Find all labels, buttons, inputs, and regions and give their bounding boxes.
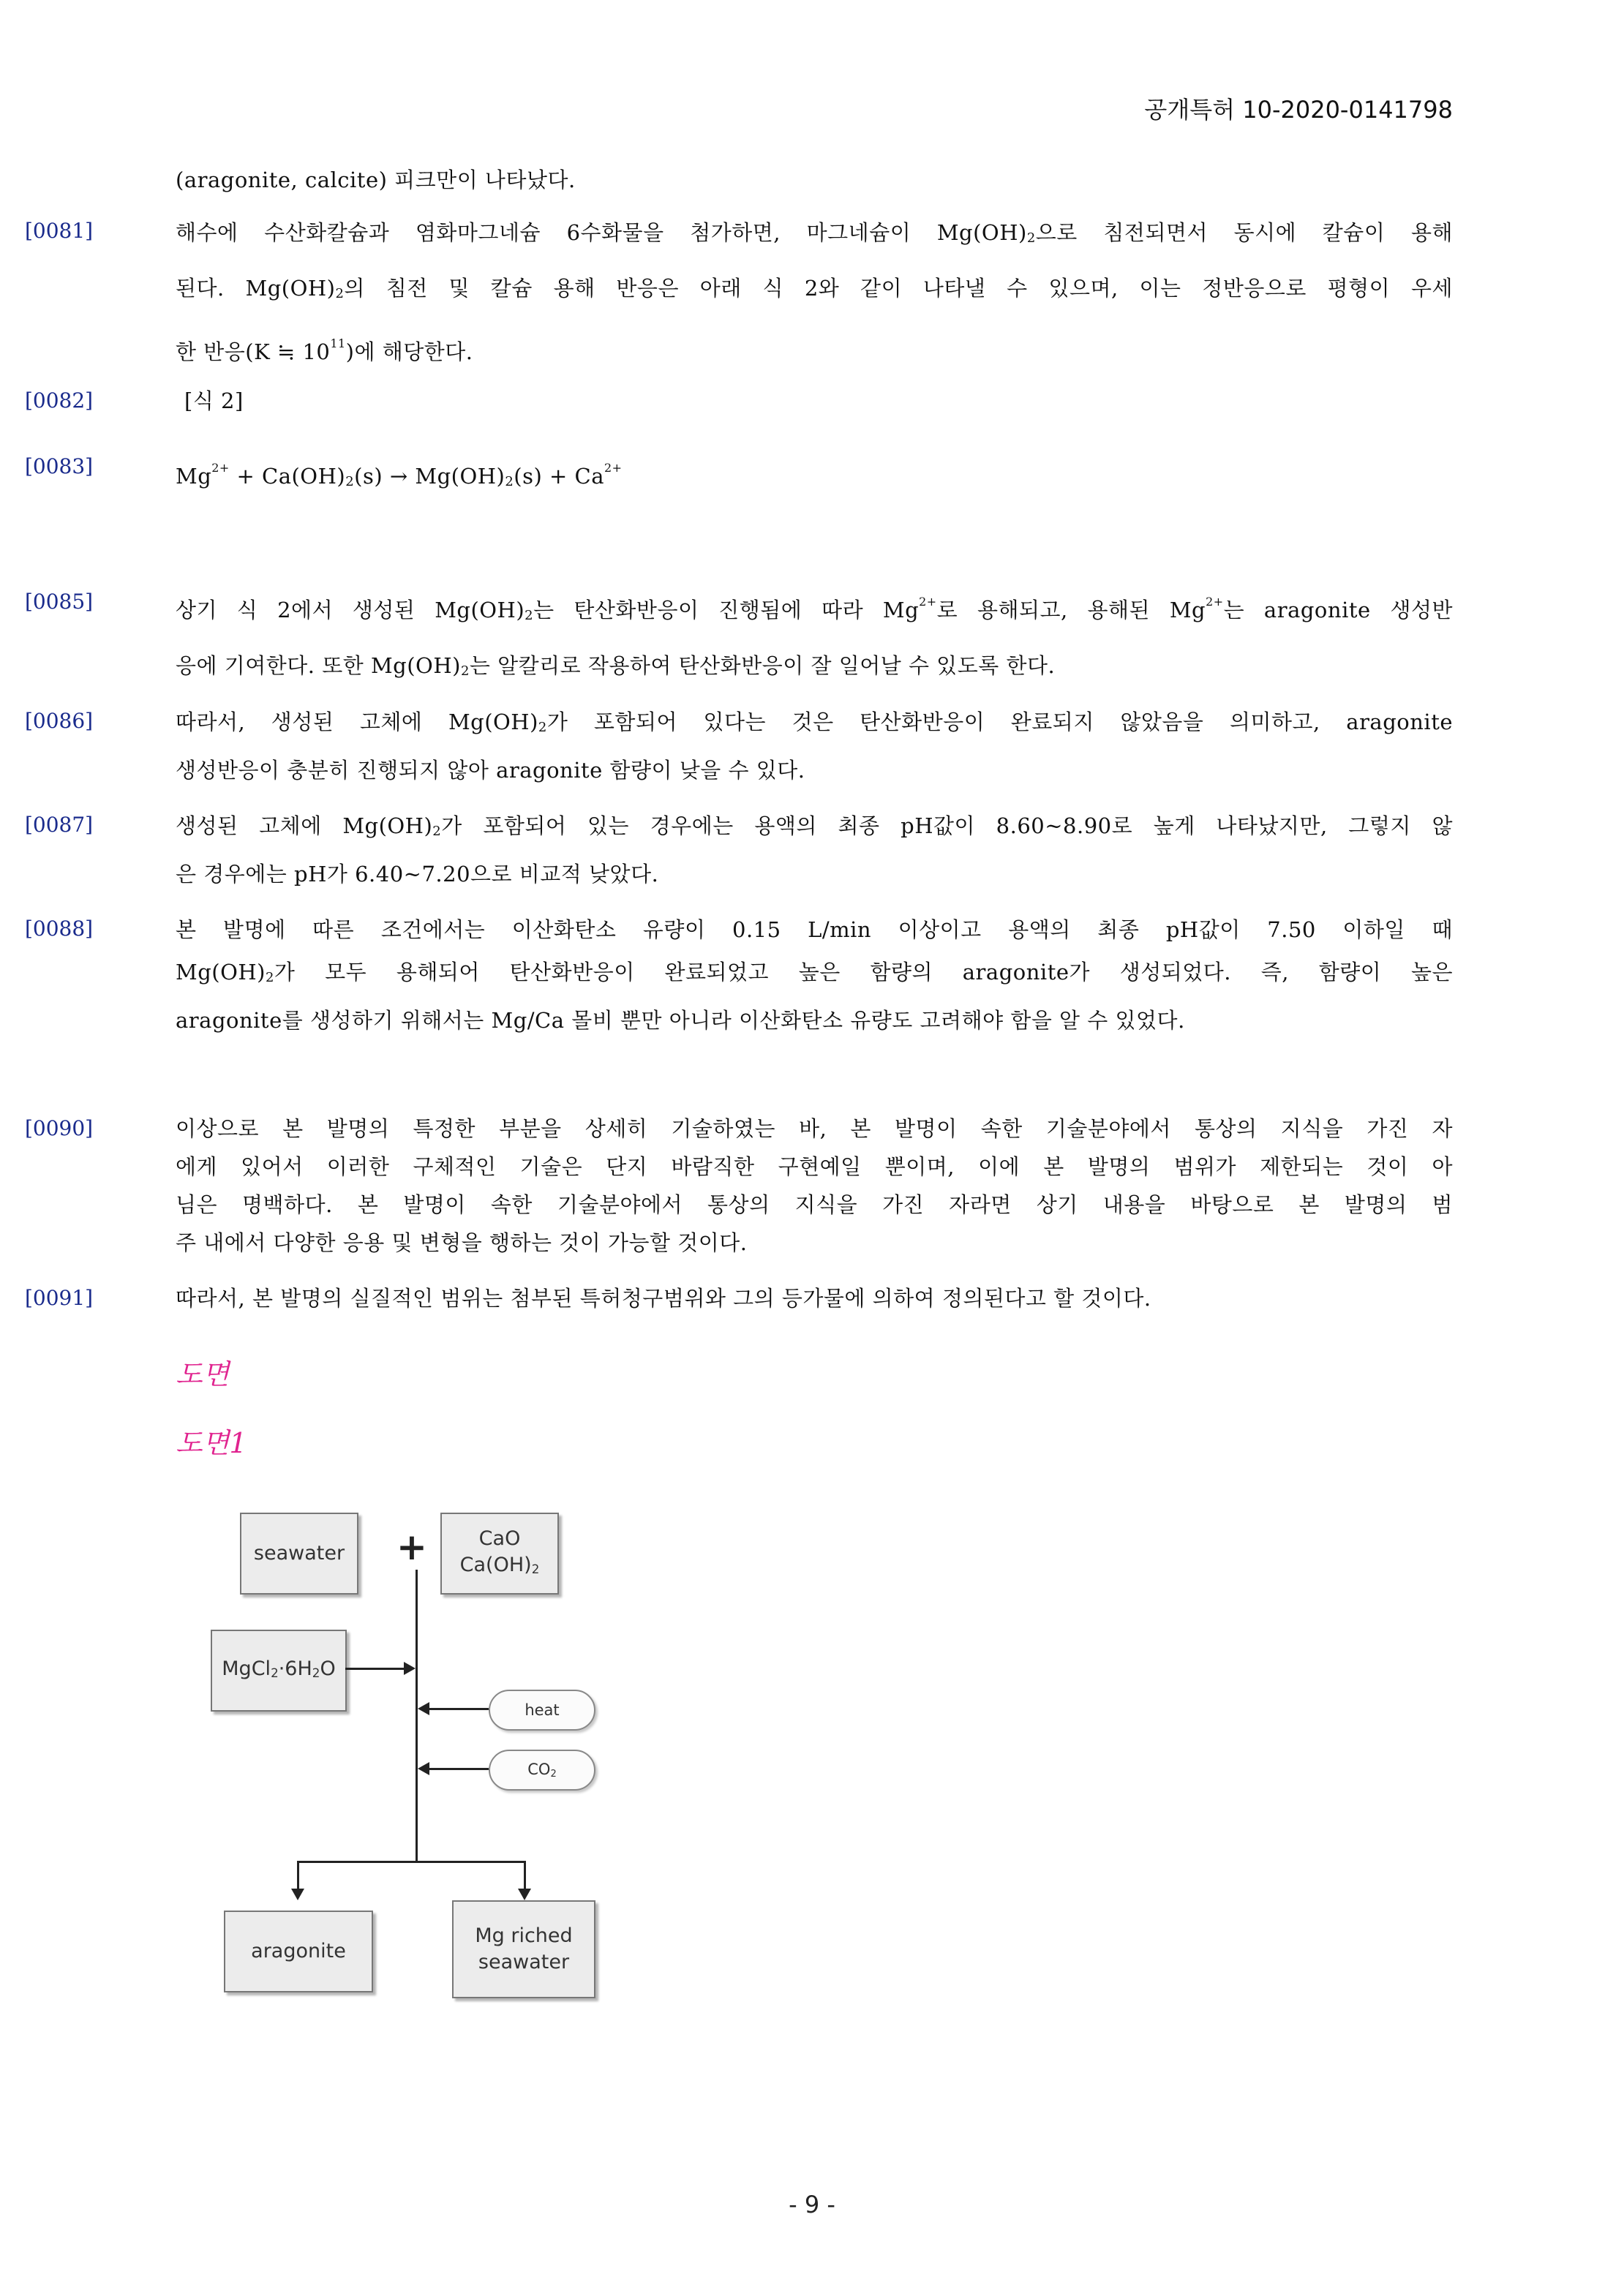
heat-arrowhead bbox=[418, 1702, 429, 1715]
mg-branch-line bbox=[524, 1861, 526, 1890]
paragraph-line: 된다. $Mg(OH)_2$의 침전 및 칼슘 용해 반응은 아래 식 2와 같이 나타낼 수 있으며, 이는 정반응으로 평형이 우세 bbox=[176, 276, 1454, 301]
paragraph-line: 따라서, 생성된 고체에 $Mg(OH)_2$가 포함되어 있다는 것은 탄산화반응이 완료되지 않았음을 의미하고, aragonite bbox=[176, 709, 1454, 735]
paragraph-line: $Mg(OH)_2$가 모두 용해되어 탄산화반응이 완료되었고 높은 함량의 aragonite가 생성되었다. 즉, 함량이 높은 bbox=[176, 960, 1453, 985]
drawing1-heading: 도면1 bbox=[176, 1427, 247, 1459]
paragraph-line: 은 경우에는 pH가 6.40~7.20으로 비교적 낮았다. bbox=[176, 862, 659, 887]
publication-number: 공개특허 10-2020-0141798 bbox=[1144, 96, 1453, 124]
paragraph-number: [0083] bbox=[25, 454, 94, 478]
drawings-heading: 도면 bbox=[176, 1358, 230, 1390]
equation-label: [식 2] bbox=[184, 388, 244, 413]
mg-arrowhead bbox=[518, 1889, 531, 1900]
paragraph-line: 생성반응이 충분히 진행되지 않아 aragonite 함량이 낮을 수 있다. bbox=[176, 758, 805, 783]
paragraph-line: 이상으로 본 발명의 특정한 부분을 상세히 기술하였는 바, 본 발명이 속한 기술분야에서 통상의 지식을 가진 자 bbox=[176, 1116, 1453, 1141]
paragraph-line: 생성된 고체에 $Mg(OH)_2$가 포함되어 있는 경우에는 용액의 최종 pH값이 8.60~8.90로 높게 나타났지만, 그렇지 않 bbox=[176, 813, 1453, 839]
intro-line: (aragonite, calcite) 피크만이 나타났다. bbox=[176, 168, 576, 192]
co2-input bbox=[489, 1750, 595, 1791]
heat-label: heat bbox=[525, 1701, 560, 1719]
paragraph-number: [0081] bbox=[25, 219, 94, 243]
mgcl2-label: $MgCl_2\cdot 6H_2O$ bbox=[222, 1657, 336, 1680]
seawater-label: seawater bbox=[253, 1542, 345, 1565]
aragonite-arrowhead bbox=[291, 1889, 304, 1900]
paragraph-line: 님은 명백하다. 본 발명이 속한 기술분야에서 통상의 지식을 가진 자라면 상기 내용을 바탕으로 본 발명의 범 bbox=[176, 1192, 1453, 1217]
seawater-box bbox=[240, 1513, 358, 1595]
mg-riched-seawater-box bbox=[452, 1900, 595, 1998]
mgcl2-arrowhead bbox=[404, 1662, 416, 1675]
aragonite-box bbox=[224, 1911, 373, 1992]
co2-label: $CO_2$ bbox=[527, 1761, 557, 1780]
caoh2-label: $Ca(OH)_2$ bbox=[459, 1553, 540, 1576]
aragonite-branch-line bbox=[297, 1861, 299, 1890]
paragraph-line: 따라서, 본 발명의 실질적인 범위는 첨부된 특허청구범위와 그의 등가물에 의하여 정의된다고 할 것이다. bbox=[176, 1286, 1151, 1311]
paragraph-number: [0088] bbox=[25, 916, 94, 941]
paragraph-line: 응에 기여한다. 또한 $Mg(OH)_2$는 알칼리로 작용하여 탄산화반응이 잘 일어날 수 있도록 한다. bbox=[176, 653, 1056, 679]
process-flow-diagram bbox=[190, 1499, 629, 1973]
chemical-equation: $Mg^{2+} + Ca(OH)_2(s) \to Mg(OH)_2(s) + Ca^{2+}$ bbox=[176, 461, 623, 489]
paragraph-line: aragonite를 생성하기 위해서는 Mg/Ca 몰비 뿐만 아니라 이산화탄소 유량도 고려해야 함을 알 수 있었다. bbox=[176, 1008, 1185, 1033]
split-line bbox=[297, 1861, 525, 1863]
cao-caoh2-box bbox=[440, 1513, 559, 1595]
paragraph-line: 상기 식 2에서 생성된 $Mg(OH)_2$는 탄산화반응이 진행됨에 따라 $Mg^{2+}$로 용해되고, 용해된 $Mg^{2+}$는 aragonite 생성반 bbox=[176, 595, 1453, 623]
paragraph-number: [0091] bbox=[25, 1286, 94, 1310]
paragraph-number: [0087] bbox=[25, 813, 94, 837]
main-flow-line bbox=[416, 1570, 418, 1862]
page-number: - 9 - bbox=[789, 2191, 835, 2218]
paragraph-line: 본 발명에 따른 조건에서는 이산화탄소 유량이 0.15 L/min 이상이고 용액의 최종 pH값이 7.50 이하일 때 bbox=[176, 917, 1453, 942]
mgcl2-arrow-line bbox=[345, 1668, 405, 1670]
co2-arrow-line bbox=[429, 1768, 489, 1770]
aragonite-label: aragonite bbox=[251, 1940, 346, 1962]
paragraph-number: [0090] bbox=[25, 1116, 94, 1140]
paragraph-number: [0085] bbox=[25, 590, 94, 614]
heat-input bbox=[489, 1690, 595, 1731]
mgcl2-box bbox=[211, 1630, 347, 1712]
paragraph-number: [0082] bbox=[25, 388, 94, 413]
paragraph-number: [0086] bbox=[25, 709, 94, 733]
cao-label: CaO bbox=[478, 1527, 521, 1550]
paragraph-line: 해수에 수산화칼슘과 염화마그네슘 6수화물을 첨가하면, 마그네슘이 $Mg(OH)_2$으로 침전되면서 동시에 칼슘이 용해 bbox=[176, 220, 1453, 246]
heat-arrow-line bbox=[429, 1708, 489, 1710]
paragraph-line: 한 반응(K ≒ $10^{11}$)에 해당한다. bbox=[176, 336, 473, 364]
paragraph-line: 에게 있어서 이러한 구체적인 기술은 단지 바람직한 구현예일 뿐이며, 이에 본 발명의 범위가 제한되는 것이 아 bbox=[176, 1154, 1453, 1179]
plus-sign: + bbox=[396, 1526, 427, 1568]
co2-arrowhead bbox=[418, 1762, 429, 1775]
paragraph-line: 주 내에서 다양한 응용 및 변형을 행하는 것이 가능할 것이다. bbox=[176, 1230, 748, 1255]
seawater-output-label: seawater bbox=[478, 1951, 570, 1973]
mg-riched-label: Mg riched bbox=[475, 1924, 573, 1947]
